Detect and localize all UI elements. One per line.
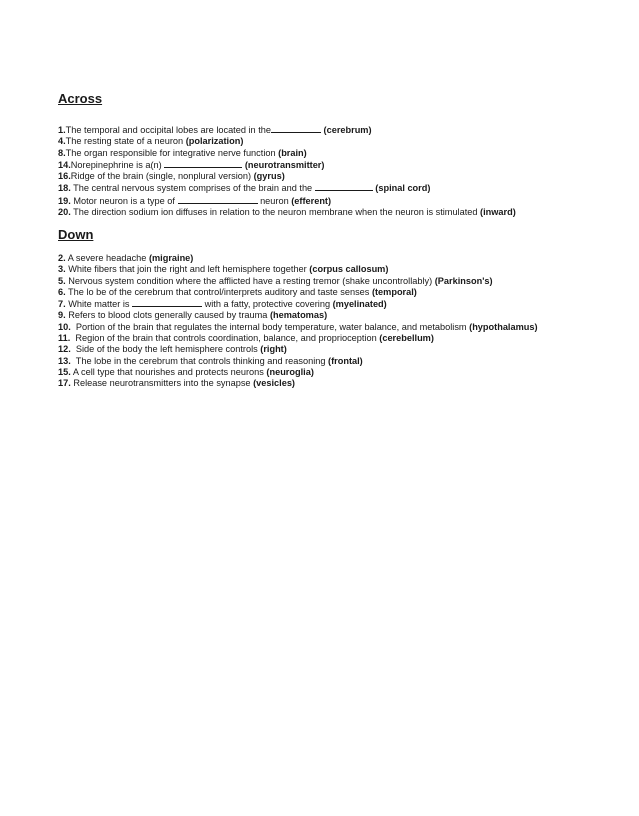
clue-text-after-blank: neuron bbox=[257, 195, 292, 206]
clue-text: Motor neuron is a type of bbox=[70, 195, 178, 206]
clue-text: Release neurotransmitters into the synapse bbox=[70, 378, 254, 389]
clue-number: 6. bbox=[58, 286, 66, 297]
down-clue-3 bbox=[58, 264, 618, 275]
clue-answer: (frontal) bbox=[328, 355, 363, 366]
across-clue-20 bbox=[58, 207, 618, 218]
down-heading: Down bbox=[58, 227, 94, 242]
clue-text: Portion of the brain that regulates the internal body temperature, water balance, and metabolism bbox=[70, 321, 470, 332]
across-clue-4 bbox=[58, 136, 618, 147]
clue-answer: (brain) bbox=[278, 147, 307, 158]
clue-text: Ridge of the brain (single, nonplural version) bbox=[70, 171, 254, 182]
answer-blank bbox=[132, 298, 202, 307]
clue-answer: (cerebellum) bbox=[379, 333, 434, 344]
clue-number: 15. bbox=[58, 366, 71, 377]
down-clue-12 bbox=[58, 344, 618, 355]
clue-answer: (myelinated) bbox=[332, 299, 387, 310]
clue-number: 7. bbox=[58, 299, 66, 310]
across-clue-1 bbox=[58, 124, 618, 136]
clue-number: 16. bbox=[58, 171, 71, 182]
clue-answer: (Parkinson's) bbox=[434, 275, 493, 286]
clue-answer: (polarization) bbox=[185, 136, 244, 147]
answer-blank bbox=[178, 195, 258, 204]
down-clue-10 bbox=[58, 322, 618, 333]
down-clue-7 bbox=[58, 298, 618, 310]
clue-answer: (right) bbox=[260, 344, 287, 355]
clue-number: 12. bbox=[58, 344, 71, 355]
clue-text: The lo be of the cerebrum that control/interprets auditory and taste senses bbox=[65, 286, 372, 297]
down-clue-5 bbox=[58, 276, 618, 287]
clue-number: 13. bbox=[58, 355, 71, 366]
clue-text: Norepinephrine is a(n) bbox=[70, 159, 165, 170]
across-clue-18 bbox=[58, 182, 618, 194]
clue-answer: (inward) bbox=[480, 207, 516, 218]
clue-number: 4. bbox=[58, 136, 66, 147]
across-clue-19 bbox=[58, 195, 618, 207]
clue-number: 3. bbox=[58, 264, 66, 275]
clue-text: Region of the brain that controls coordination, balance, and proprioception bbox=[70, 333, 380, 344]
clue-number: 20. bbox=[58, 207, 71, 218]
clue-number: 9. bbox=[58, 310, 66, 321]
down-clue-15 bbox=[58, 367, 618, 378]
clue-text: The direction sodium ion diffuses in relation to the neuron membrane when the neuron is stimulated bbox=[70, 207, 481, 218]
clue-number: 17. bbox=[58, 378, 71, 389]
down-clue-17 bbox=[58, 378, 618, 389]
down-clue-6 bbox=[58, 287, 618, 298]
across-clue-14 bbox=[58, 159, 618, 171]
clue-text: Nervous system condition where the afflicted have a resting tremor (shake uncontrollably) bbox=[65, 275, 435, 286]
across-clue-16 bbox=[58, 171, 618, 182]
down-clue-2 bbox=[58, 253, 618, 264]
across-clue-8 bbox=[58, 148, 618, 159]
clue-number: 18. bbox=[58, 183, 71, 194]
clue-text: White matter is bbox=[65, 299, 133, 310]
answer-blank bbox=[271, 124, 321, 133]
clue-answer: (hematomas) bbox=[269, 310, 328, 321]
clue-number: 11. bbox=[58, 333, 71, 344]
clue-text: The organ responsible for integrative nerve function bbox=[65, 147, 279, 158]
clue-answer: (spinal cord) bbox=[375, 183, 431, 194]
clue-number: 8. bbox=[58, 147, 66, 158]
clue-text: The central nervous system comprises of the brain and the bbox=[70, 183, 315, 194]
clue-answer: (cerebrum) bbox=[323, 125, 372, 135]
clue-text: The lobe in the cerebrum that controls thinking and reasoning bbox=[70, 355, 329, 366]
clue-text: Side of the body the left hemisphere controls bbox=[70, 344, 261, 355]
clue-answer: (gyrus) bbox=[253, 171, 285, 182]
down-clue-9 bbox=[58, 310, 618, 321]
clue-text-after-blank: with a fatty, protective covering bbox=[202, 299, 333, 310]
clue-text: White fibers that join the right and left hemisphere together bbox=[65, 264, 310, 275]
clue-number: 5. bbox=[58, 275, 66, 286]
clue-number: 1. bbox=[58, 125, 66, 135]
clue-number: 14. bbox=[58, 159, 71, 170]
clue-answer: (temporal) bbox=[371, 286, 417, 297]
down-clue-list bbox=[58, 253, 618, 390]
answer-blank bbox=[164, 159, 242, 168]
clue-answer: (corpus callosum) bbox=[309, 264, 389, 275]
clue-text: Refers to blood clots generally caused by trauma bbox=[65, 310, 270, 321]
down-clue-13 bbox=[58, 356, 618, 367]
clue-answer: (neurotransmitter) bbox=[244, 159, 325, 170]
clue-number: 19. bbox=[58, 195, 71, 206]
clue-text: The resting state of a neuron bbox=[65, 136, 186, 147]
clue-text: A severe headache bbox=[65, 253, 149, 263]
clue-text: The temporal and occipital lobes are located in the bbox=[65, 125, 271, 135]
clue-answer: (neuroglia) bbox=[266, 366, 314, 377]
clue-answer: (migraine) bbox=[148, 253, 194, 263]
clue-answer: (vesicles) bbox=[253, 378, 295, 389]
clue-number: 2. bbox=[58, 253, 66, 263]
across-clue-list bbox=[58, 124, 618, 218]
down-clue-11 bbox=[58, 333, 618, 344]
clue-answer: (efferent) bbox=[291, 195, 332, 206]
clue-answer: (hypothalamus) bbox=[469, 321, 538, 332]
across-heading: Across bbox=[58, 91, 103, 106]
answer-blank bbox=[315, 182, 373, 191]
clue-number: 10. bbox=[58, 321, 71, 332]
clue-text: A cell type that nourishes and protects neurons bbox=[70, 366, 267, 377]
